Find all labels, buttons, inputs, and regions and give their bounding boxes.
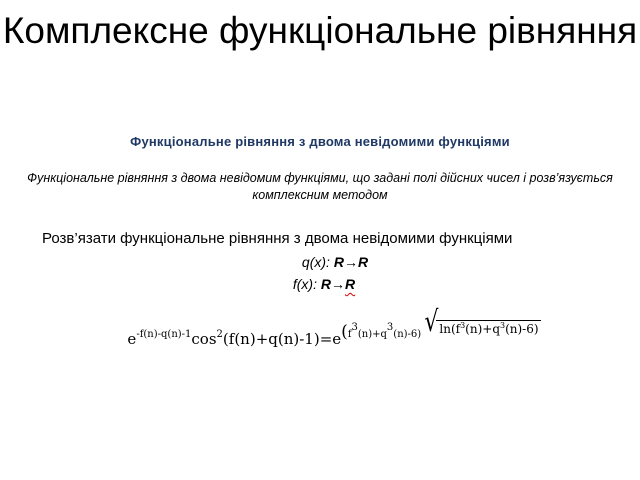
- cos-function: cos: [191, 330, 217, 348]
- rhs-f: f: [347, 329, 352, 340]
- sqrt-mid: (n)+q: [465, 322, 500, 336]
- function-f-definition: [0, 276, 640, 292]
- sqrt-end: (n)-6): [505, 322, 539, 336]
- rhs-end: (n)-6): [393, 329, 422, 340]
- function-f-codomain: R: [345, 276, 356, 292]
- radicand: [436, 320, 540, 336]
- function-q-codomain: R: [357, 254, 369, 270]
- function-q-name: q(x):: [301, 254, 330, 270]
- square-root: [424, 306, 540, 339]
- task-statement: Розв’язати функціональне рівняння з двома невідомими функціями: [42, 230, 513, 247]
- rhs-exponent: [341, 306, 540, 342]
- rhs-q-power: 3: [386, 322, 394, 333]
- slide-subtitle: Функціональне рівняння з двома невідомими функціями: [130, 134, 510, 149]
- rhs-f-power: 3: [351, 322, 358, 333]
- lhs-base: e: [127, 330, 137, 348]
- equals-sign: =: [319, 330, 333, 348]
- rhs-mid: (n)+q: [357, 329, 387, 340]
- cos-power: 2: [216, 329, 223, 340]
- rhs-exp-open: (: [341, 322, 348, 342]
- sqrt-f-power: 3: [460, 321, 466, 330]
- slide-description: Функціональне рівняння з двома невідомим функціями, що задані полі дійсних чисел і розв’язується комплексним методом: [27, 171, 613, 202]
- function-q-definition: [0, 254, 640, 270]
- rhs-base: e: [332, 330, 342, 348]
- radical-sign-icon: √: [424, 306, 439, 339]
- equation: [0, 306, 640, 348]
- lhs-exponent: -f(n)-q(n)-1: [136, 329, 192, 340]
- slide-title: Комплексне функціональне рівняння: [2, 10, 638, 51]
- arrow-icon: →: [343, 254, 358, 270]
- arrow-icon: →: [331, 276, 345, 292]
- cos-argument: (f(n)+q(n)-1): [222, 330, 320, 348]
- sqrt-open: ln(f: [439, 322, 461, 336]
- function-f-name: f(x):: [292, 276, 317, 292]
- function-f-domain: R: [320, 276, 331, 292]
- sqrt-q-power: 3: [500, 321, 506, 330]
- function-q-domain: R: [333, 254, 344, 270]
